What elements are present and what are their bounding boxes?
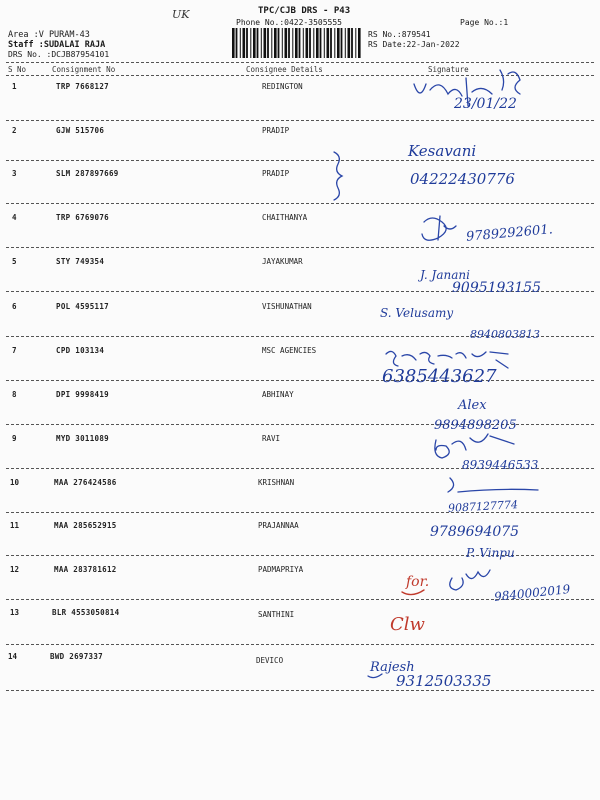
row-sno: 10 [10, 478, 20, 487]
row-sno: 7 [12, 346, 17, 355]
signature-phone: 04222430776 [410, 170, 515, 188]
signature-phone: 9789694075 [430, 524, 520, 540]
row-sno: 3 [12, 169, 17, 178]
rs-date: RS Date:22-Jan-2022 [368, 40, 460, 49]
signature-phone: 9789292601. [465, 222, 554, 245]
drs-number: DRS No. :DCJB87954101 [8, 50, 110, 59]
row-sno: 1 [12, 82, 17, 91]
row-consignment: CPD 103134 [56, 346, 105, 355]
signature-phone: 6385443627 [382, 366, 497, 387]
signature-phone: 9894898205 [434, 418, 517, 433]
row-consignment: MAA 285652915 [54, 521, 117, 530]
row-consignee: JAYAKUMAR [262, 257, 303, 266]
row-consignee: CHAITHANYA [262, 213, 308, 222]
row-sno: 8 [12, 390, 17, 399]
signature-phone: 9095193155 [452, 280, 542, 296]
row-consignment: STY 749354 [56, 257, 105, 266]
row-consignee: DEVICO [256, 656, 284, 665]
signature-for: for. [406, 574, 430, 590]
area-label: Area :V PURAM-43 [8, 30, 90, 40]
signature-mark: Clw [390, 614, 425, 635]
signature-phone: 9087127774 [447, 498, 519, 515]
signature-name: J. Janani [420, 268, 470, 282]
row-sno: 13 [10, 608, 20, 617]
row-consignment: TRP 6769076 [56, 213, 109, 222]
signature-name: Kesavani [408, 142, 477, 160]
row-consignment: SLM 287897669 [56, 169, 119, 178]
signature-name: Rajesh [370, 660, 415, 675]
signature-name: Alex [458, 398, 487, 413]
row-consignment: MAA 283781612 [54, 565, 117, 574]
signature-phone: 9312503335 [396, 672, 492, 690]
signature-phone: 8940803813 [470, 328, 540, 341]
col-consignee: Consignee Details [246, 65, 323, 74]
signature-phone: 8939446533 [462, 458, 539, 472]
row-consignment: BWD 2697337 [50, 652, 103, 661]
row-consignment: GJW 515706 [56, 126, 105, 135]
signature-name: S. Velusamy [380, 306, 454, 320]
row-consignee: ABHINAY [262, 390, 294, 399]
row-consignment: MAA 276424586 [54, 478, 117, 487]
row-sno: 9 [12, 434, 17, 443]
row-consignment: BLR 4553050814 [52, 608, 120, 617]
row-consignee: PADMAPRIYA [258, 565, 304, 574]
signature-phone: 9840002019 [493, 582, 571, 604]
row-consignment: POL 4595117 [56, 302, 109, 311]
row-consignee: PRAJANNAA [258, 521, 299, 530]
phone-number: Phone No.:0422-3505555 [236, 18, 342, 27]
row-sno: 4 [12, 213, 17, 222]
sheet-title: TPC/CJB DRS - P43 [258, 6, 351, 16]
signature-date: 23/01/22 [454, 96, 517, 112]
col-signature: Signature [428, 65, 469, 74]
row-consignee: MSC AGENCIES [262, 346, 317, 355]
row-consignee: SANTHINI [258, 610, 295, 619]
col-sno: S No [8, 65, 27, 74]
header-mark: UK [172, 8, 190, 21]
row-consignee: KRISHNAN [258, 478, 295, 487]
row-consignment: MYD 3011089 [56, 434, 109, 443]
row-consignee: PRADIP [262, 126, 290, 135]
row-sno: 6 [12, 302, 17, 311]
row-consignment: TRP 7668127 [56, 82, 109, 91]
row-sno: 14 [8, 652, 18, 661]
row-consignee: RAVI [262, 434, 281, 443]
staff-label: Staff :SUDALAI RAJA [8, 40, 106, 50]
row-consignee: VISHUNATHAN [262, 302, 312, 311]
col-consignment: Consignment No [52, 65, 116, 74]
page-number: Page No.:1 [460, 18, 509, 27]
row-consignee: REDINGTON [262, 82, 303, 91]
row-consignee: PRADIP [262, 169, 290, 178]
signature-name: P. Vinpu [466, 546, 515, 560]
row-consignment: DPI 9998419 [56, 390, 109, 399]
rs-number: RS No.:879541 [368, 30, 431, 39]
row-sno: 12 [10, 565, 20, 574]
row-sno: 5 [12, 257, 17, 266]
row-sno: 11 [10, 521, 20, 530]
row-sno: 2 [12, 126, 17, 135]
